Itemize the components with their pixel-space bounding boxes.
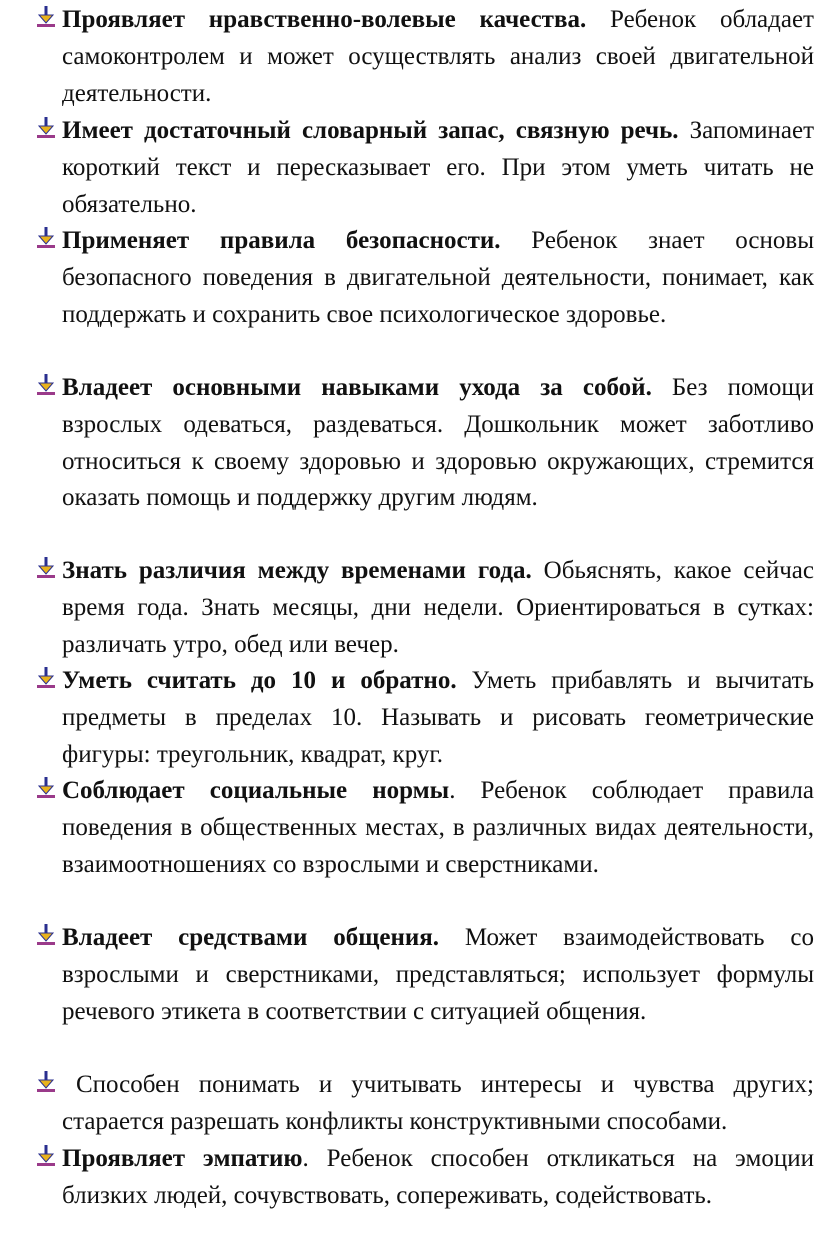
item-heading: Уметь считать до 10 и обратно. xyxy=(62,667,457,694)
item-heading: Имеет достаточный словарный запас, связную речь. xyxy=(62,117,679,144)
list-item xyxy=(62,1141,814,1215)
item-text: Способен понимать и учитывать интересы и чувства других; старается разрешать конфликты конструктивными способами. xyxy=(62,1071,814,1135)
list-item xyxy=(62,920,814,1030)
down-arrow-bullet-icon xyxy=(34,556,58,580)
list-item xyxy=(62,553,814,663)
down-arrow-bullet-icon xyxy=(34,226,58,250)
item-text: Ребенок обладает самоконтролем и может осуществлять анализ своей двигательной деятельности. xyxy=(62,6,814,107)
list-item xyxy=(62,223,814,333)
item-text: Без помощи взрослых одеваться, раздеваться. Дошкольник может заботливо относиться к своему здоровью и здоровью окружающих, стремится оказать помощь и поддержку другим людям. xyxy=(62,374,814,512)
item-text: . Ребенок способен откликаться на эмоции близких людей, сочувствовать, сопереживать, содействовать. xyxy=(62,1145,815,1209)
down-arrow-bullet-icon xyxy=(34,666,58,690)
down-arrow-bullet-icon xyxy=(34,1070,58,1094)
list-item xyxy=(62,113,814,223)
item-heading: Проявляет нравственно-волевые качества. xyxy=(62,6,587,33)
list-item xyxy=(62,663,814,773)
down-arrow-bullet-icon xyxy=(34,923,58,947)
item-heading: Знать различия между временами года. xyxy=(62,557,532,584)
down-arrow-bullet-icon xyxy=(34,373,58,397)
down-arrow-bullet-icon xyxy=(34,5,58,29)
list-item xyxy=(62,773,814,883)
item-text: Ребенок знает основы безопасного поведения в двигательной деятельности, понимает, как поддержать и сохранить свое психологическое здоровье. xyxy=(62,227,814,328)
down-arrow-bullet-icon xyxy=(34,1144,58,1168)
item-text: Может взаимодействовать со взрослыми и сверстниками, представляться; использует формулы речевого этикета в соответствии с ситуацией общения. xyxy=(62,924,814,1025)
item-heading: Владеет средствами общения. xyxy=(62,924,440,951)
down-arrow-bullet-icon xyxy=(34,776,58,800)
list-item xyxy=(62,1067,814,1141)
list-item xyxy=(62,2,814,112)
item-text: Обьяснять, какое сейчас время года. Знать месяцы, дни недели. Ориентироваться в сутках: различать утро, обед или вечер. xyxy=(62,557,814,658)
item-text: Уметь прибавлять и вычитать предметы в пределах 10. Называть и рисовать геометрические фигуры: треугольник, квадрат, круг. xyxy=(62,667,815,768)
list-item xyxy=(62,370,814,517)
item-heading: Проявляет эмпатию xyxy=(62,1145,303,1172)
down-arrow-bullet-icon xyxy=(34,116,58,140)
item-heading: Применяет правила безопасности. xyxy=(62,227,501,254)
item-heading: Соблюдает социальные нормы xyxy=(62,777,450,804)
item-heading: Владеет основными навыками ухода за собой. xyxy=(62,374,652,401)
item-text: . Ребенок соблюдает правила поведения в общественных местах, в различных видах деятельности, взаимоотношениях со взрослыми и сверстниками. xyxy=(62,777,814,878)
item-text: Запоминает короткий текст и пересказывает его. При этом уметь читать не обязательно. xyxy=(62,117,814,218)
